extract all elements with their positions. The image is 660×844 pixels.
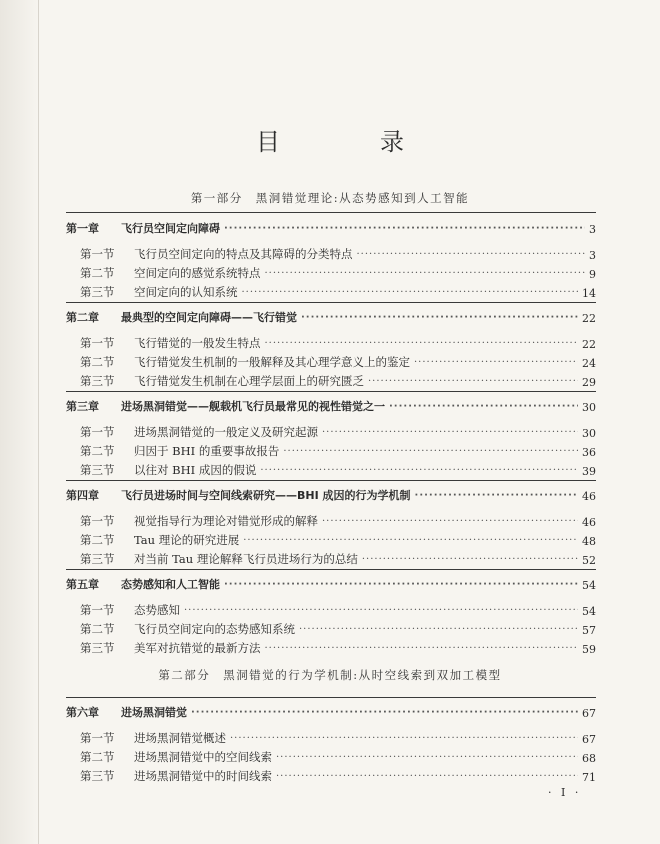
toc-section-row[interactable] (80, 422, 596, 440)
section-number: 第二节 (80, 533, 115, 547)
page-number: 3 (589, 223, 596, 236)
toc-section-row[interactable] (80, 244, 596, 262)
section-title: 飞行错觉发生机制在心理学层面上的研究匮乏 (134, 374, 364, 388)
chapter-number: 第六章 (66, 706, 99, 719)
section-title: 进场黑洞错觉中的时间线索 (134, 769, 272, 783)
toc-chapter-row[interactable] (66, 702, 596, 720)
section-number: 第三节 (80, 285, 115, 299)
leader-dots (260, 465, 578, 476)
page-number: 48 (582, 535, 596, 548)
section-title: 空间定向的感觉系统特点 (134, 266, 261, 280)
section-number: 第三节 (80, 552, 115, 566)
toc-section-row[interactable] (80, 638, 596, 656)
chapter-number: 第四章 (66, 489, 99, 502)
page-number: 36 (582, 446, 596, 459)
leader-dots (224, 223, 585, 234)
leader-dots (368, 376, 578, 387)
leader-dots (243, 535, 578, 546)
chapter-title: 飞行员空间定向障碍 (121, 222, 220, 235)
toc-section-row[interactable] (80, 600, 596, 618)
section-title: 进场黑洞错觉中的空间线索 (134, 750, 272, 764)
leader-dots (242, 287, 579, 298)
chapter-number: 第三章 (66, 400, 99, 413)
leader-dots (414, 357, 578, 368)
leader-dots (415, 490, 578, 501)
toc-chapter-row[interactable] (66, 396, 596, 414)
page-number: 67 (582, 733, 596, 746)
part-heading: 第一部分 黑洞错觉理论:从态势感知到人工智能 (190, 191, 470, 205)
page-number: 22 (582, 312, 596, 325)
chapter-rule (66, 569, 596, 570)
section-title: 飞行员空间定向的特点及其障碍的分类特点 (134, 247, 353, 261)
leader-dots (301, 312, 578, 323)
section-number: 第二节 (80, 355, 115, 369)
section-number: 第二节 (80, 266, 115, 280)
page-number: 29 (582, 376, 596, 389)
chapter-rule (66, 302, 596, 303)
chapter-title: 最典型的空间定向障碍——飞行错觉 (121, 311, 297, 324)
leader-dots (283, 446, 578, 457)
section-number: 第一节 (80, 336, 115, 350)
chapter-number: 第二章 (66, 311, 99, 324)
page-number: 30 (582, 401, 596, 414)
page-number: 30 (582, 427, 596, 440)
page-number: 46 (582, 516, 596, 529)
chapter-rule (66, 212, 596, 213)
leader-dots (191, 707, 578, 718)
leader-dots (265, 268, 586, 279)
leader-dots (265, 338, 579, 349)
leader-dots (184, 605, 578, 616)
page-number: 24 (582, 357, 596, 370)
page-number: 39 (582, 465, 596, 478)
leader-dots (265, 643, 579, 654)
leader-dots (357, 249, 586, 260)
section-title: 态势感知 (134, 603, 180, 617)
page-folio: · I · (548, 786, 582, 799)
page-number: 68 (582, 752, 596, 765)
section-number: 第一节 (80, 425, 115, 439)
section-title: 归因于 BHI 的重要事故报告 (134, 444, 280, 458)
toc-section-row[interactable] (80, 282, 596, 300)
chapter-title: 态势感知和人工智能 (121, 578, 220, 591)
page-number: 59 (582, 643, 596, 656)
toc-section-row[interactable] (80, 441, 596, 459)
toc-section-row[interactable] (80, 352, 596, 370)
toc-section-row[interactable] (80, 549, 596, 567)
section-title: 飞行员空间定向的态势感知系统 (134, 622, 295, 636)
toc-chapter-row[interactable] (66, 485, 596, 503)
chapter-rule (66, 391, 596, 392)
leader-dots (230, 733, 578, 744)
chapter-title: 进场黑洞错觉——舰载机飞行员最常见的视性错觉之一 (121, 400, 385, 413)
leader-dots (276, 771, 578, 782)
leader-dots (299, 624, 578, 635)
page-number: 3 (589, 249, 596, 262)
leader-dots (276, 752, 578, 763)
toc-section-row[interactable] (80, 460, 596, 478)
leader-dots (224, 579, 578, 590)
chapter-number: 第五章 (66, 578, 99, 591)
toc-section-row[interactable] (80, 263, 596, 281)
section-number: 第三节 (80, 641, 115, 655)
page-number: 52 (582, 554, 596, 567)
leader-dots (389, 401, 578, 412)
page-number: 54 (582, 579, 596, 592)
section-number: 第三节 (80, 463, 115, 477)
toc-section-row[interactable] (80, 747, 596, 765)
toc-section-row[interactable] (80, 511, 596, 529)
page-number: 22 (582, 338, 596, 351)
section-title: 进场黑洞错觉概述 (134, 731, 226, 745)
toc-section-row[interactable] (80, 530, 596, 548)
section-number: 第三节 (80, 769, 115, 783)
leader-dots (362, 554, 578, 565)
section-number: 第一节 (80, 247, 115, 261)
section-title: 飞行错觉的一般发生特点 (134, 336, 261, 350)
page-number: 71 (582, 771, 596, 784)
section-number: 第一节 (80, 603, 115, 617)
section-title: 空间定向的认知系统 (134, 285, 238, 299)
leader-dots (322, 516, 578, 527)
toc-section-row[interactable] (80, 728, 596, 746)
chapter-title: 进场黑洞错觉 (121, 706, 187, 719)
section-title: 进场黑洞错觉的一般定义及研究起源 (134, 425, 318, 439)
toc-chapter-row[interactable] (66, 218, 596, 236)
toc-chapter-row[interactable] (66, 307, 596, 325)
chapter-number: 第一章 (66, 222, 99, 235)
toc-section-row[interactable] (80, 619, 596, 637)
section-number: 第一节 (80, 731, 115, 745)
section-title: 视觉指导行为理论对错觉形成的解释 (134, 514, 318, 528)
section-number: 第二节 (80, 622, 115, 636)
section-title: Tau 理论的研究进展 (134, 533, 240, 547)
page-number: 54 (582, 605, 596, 618)
chapter-title: 飞行员进场时间与空间线索研究——BHI 成因的行为学机制 (121, 489, 411, 502)
page-number: 9 (589, 268, 596, 281)
chapter-rule (66, 480, 596, 481)
section-title: 以往对 BHI 成因的假说 (134, 463, 257, 477)
page-number: 46 (582, 490, 596, 503)
page-number: 14 (582, 287, 596, 300)
section-number: 第二节 (80, 750, 115, 764)
toc-title: 目 录 (256, 128, 442, 156)
page-number: 67 (582, 707, 596, 720)
section-number: 第二节 (80, 444, 115, 458)
section-number: 第一节 (80, 514, 115, 528)
toc-section-row[interactable] (80, 371, 596, 389)
toc-section-row[interactable] (80, 766, 596, 784)
chapter-rule (66, 697, 596, 698)
section-number: 第三节 (80, 374, 115, 388)
toc-section-row[interactable] (80, 333, 596, 351)
section-title: 对当前 Tau 理论解释飞行员进场行为的总结 (134, 552, 358, 566)
page-number: 57 (582, 624, 596, 637)
section-title: 飞行错觉发生机制的一般解释及其心理学意义上的鉴定 (134, 355, 410, 369)
section-title: 美军对抗错觉的最新方法 (134, 641, 261, 655)
leader-dots (322, 427, 578, 438)
toc-chapter-row[interactable] (66, 574, 596, 592)
part-heading: 第二部分 黑洞错觉的行为学机制:从时空线索到双加工模型 (158, 668, 502, 682)
